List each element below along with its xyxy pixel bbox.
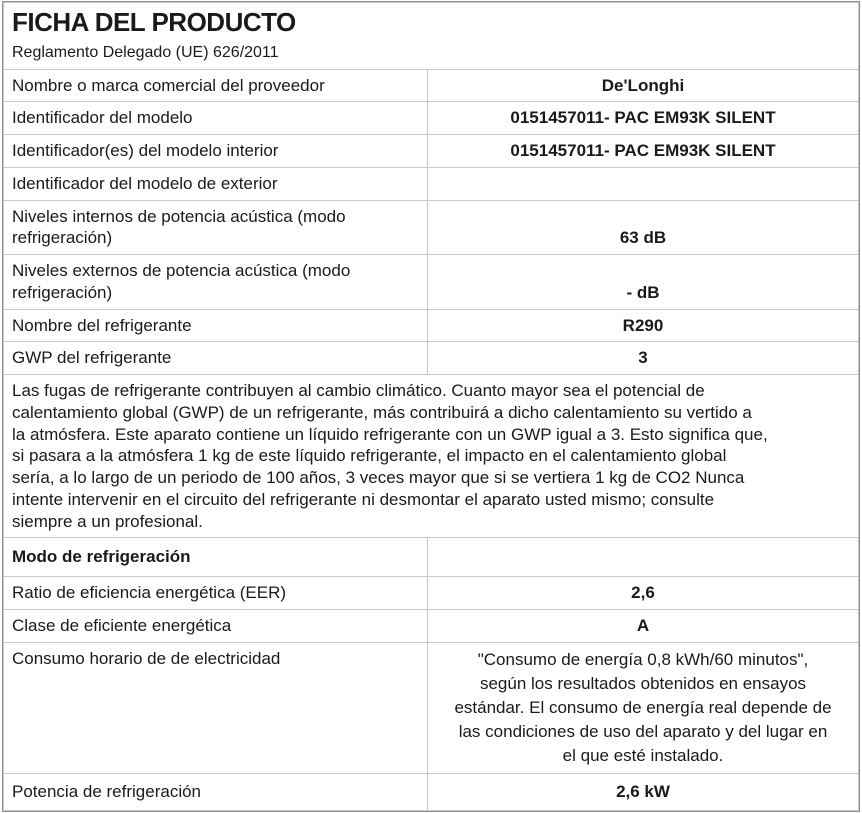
- table-row: [4, 255, 859, 310]
- row-value: A: [428, 609, 859, 642]
- row-label: Nombre del refrigerante: [4, 309, 428, 342]
- row-value: 3: [428, 342, 859, 375]
- title-cell: [4, 3, 859, 70]
- table-row: [4, 309, 859, 342]
- row-label: Ratio de eficiencia energética (EER): [4, 577, 428, 610]
- row-value: [428, 167, 859, 200]
- product-fiche-table: [3, 2, 859, 811]
- regulation-subtitle: Reglamento Delegado (UE) 626/2011: [12, 43, 279, 61]
- refrigerant-note: Las fugas de refrigerante contribuyen al cambio climático. Cuanto mayor sea el potencial de calentamiento global (GWP) de un refrigerante, más contribuirá a dicho calentamiento su vertido a la atmósfera. Este aparato contiene un líquido refrigerante con un GWP igual a 3. Esto significa que, si pasara a la atmósfera 1 kg de este líquido refrigerante, el impacto en el calentamiento global sería, a lo largo de un periodo de 100 años, 3 veces mayor que si se vertiera 1 kg de CO2 Nunca intente intervenir en el circuito del refrigerante ni desmontar el aparato usted mismo; consulte siempre a un profesional.: [4, 375, 859, 538]
- note-row: [4, 375, 859, 538]
- table-row: [4, 69, 859, 102]
- row-label: Niveles externos de potencia acústica (modo refrigeración): [4, 255, 428, 310]
- table-row: [4, 577, 859, 610]
- table-row: [4, 102, 859, 135]
- table-row: [4, 538, 859, 577]
- row-value: De'Longhi: [428, 69, 859, 102]
- row-label: Identificador(es) del modelo interior: [4, 135, 428, 168]
- row-label: Potencia de refrigeración: [4, 774, 428, 811]
- table-row: [4, 342, 859, 375]
- table-row: [4, 200, 859, 255]
- row-value: [428, 538, 859, 577]
- row-label: Nombre o marca comercial del proveedor: [4, 69, 428, 102]
- row-label: Niveles internos de potencia acústica (modo refrigeración): [4, 200, 428, 255]
- row-value: 0151457011- PAC EM93K SILENT: [428, 135, 859, 168]
- title-row: [4, 3, 859, 70]
- product-fiche: [2, 1, 860, 812]
- row-value: R290: [428, 309, 859, 342]
- table-row: [4, 774, 859, 811]
- row-label: Consumo horario de de electricidad: [4, 642, 428, 774]
- row-label: Modo de refrigeración: [4, 538, 428, 577]
- row-value: 63 dB: [428, 200, 859, 255]
- table-row: [4, 642, 859, 774]
- table-row: [4, 135, 859, 168]
- row-label: Identificador del modelo de exterior: [4, 167, 428, 200]
- row-value: - dB: [428, 255, 859, 310]
- row-value: 2,6 kW: [428, 774, 859, 811]
- table-row: [4, 609, 859, 642]
- row-label: Identificador del modelo: [4, 102, 428, 135]
- row-value: 2,6: [428, 577, 859, 610]
- row-value: 0151457011- PAC EM93K SILENT: [428, 102, 859, 135]
- table-row: [4, 167, 859, 200]
- row-label: Clase de eficiente energética: [4, 609, 428, 642]
- row-label: GWP del refrigerante: [4, 342, 428, 375]
- row-value: "Consumo de energía 0,8 kWh/60 minutos", según los resultados obtenidos en ensayos estándar. El consumo de energía real depende de las condiciones de uso del aparato y del lugar en el que esté instalado.: [428, 642, 859, 774]
- page-title: FICHA DEL PRODUCTO: [12, 7, 296, 37]
